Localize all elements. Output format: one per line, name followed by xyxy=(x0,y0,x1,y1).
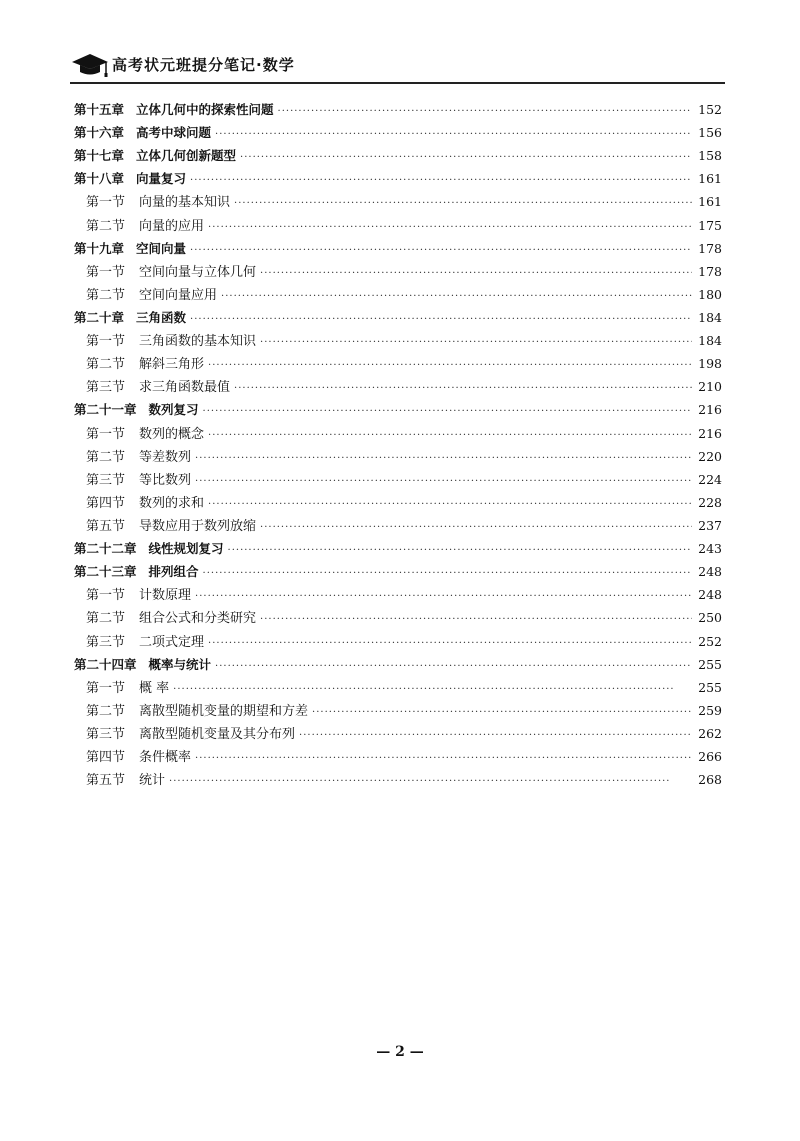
toc-entry-title: 向量的应用 xyxy=(139,218,205,234)
toc-section-row[interactable] xyxy=(74,468,722,491)
dot-leader xyxy=(240,146,692,169)
dot-leader xyxy=(195,585,692,608)
toc-section-row[interactable] xyxy=(74,375,722,398)
dot-leader xyxy=(195,470,692,493)
toc-entry-label: 第二十一章 xyxy=(74,402,137,418)
toc-entry-page: 248 xyxy=(698,564,722,580)
toc-entry-title: 向量的基本知识 xyxy=(139,195,231,211)
toc-entry-title: 二项式定理 xyxy=(139,634,205,650)
toc-entry-title: 计数原理 xyxy=(139,588,192,604)
toc-section-row[interactable] xyxy=(74,699,722,722)
toc-entry-page: 216 xyxy=(698,425,722,441)
toc-entry-label: 第三节 xyxy=(86,634,126,650)
toc-section-row[interactable] xyxy=(74,583,722,606)
dot-leader xyxy=(260,331,692,354)
dot-leader xyxy=(190,308,692,331)
toc-entry-title: 向量复习 xyxy=(136,171,187,187)
book-title: 高考状元班提分笔记·数学 xyxy=(112,56,295,74)
toc-entry-title: 离散型随机变量及其分布列 xyxy=(139,726,296,742)
dot-leader xyxy=(195,747,692,770)
toc-section-row[interactable] xyxy=(74,329,722,352)
table-of-contents xyxy=(74,98,722,791)
toc-chapter-row[interactable] xyxy=(74,537,722,560)
toc-entry-page: 220 xyxy=(698,448,722,464)
toc-section-row[interactable] xyxy=(74,491,722,514)
dot-leader xyxy=(173,678,692,701)
toc-section-row[interactable] xyxy=(74,283,722,306)
toc-section-row[interactable] xyxy=(74,745,722,768)
toc-entry-page: 198 xyxy=(698,356,722,372)
page-header xyxy=(70,44,725,84)
toc-entry-label: 第四节 xyxy=(86,750,126,766)
toc-chapter-row[interactable] xyxy=(74,237,722,260)
toc-entry-label: 第一节 xyxy=(86,264,126,280)
toc-section-row[interactable] xyxy=(74,722,722,745)
toc-entry-label: 第十九章 xyxy=(74,240,125,256)
toc-entry-page: 156 xyxy=(698,125,722,141)
toc-entry-label: 第一节 xyxy=(86,334,126,350)
toc-section-row[interactable] xyxy=(74,676,722,699)
dot-leader xyxy=(190,169,692,192)
toc-entry-title: 空间向量应用 xyxy=(139,287,218,303)
toc-entry-page: 255 xyxy=(698,679,722,695)
dot-leader xyxy=(208,493,692,516)
toc-entry-page: 161 xyxy=(698,171,722,187)
toc-entry-label: 第三节 xyxy=(86,472,126,488)
toc-entry-page: 180 xyxy=(698,286,722,302)
toc-section-row[interactable] xyxy=(74,768,722,791)
toc-entry-page: 243 xyxy=(698,541,722,557)
toc-entry-title: 数列复习 xyxy=(148,402,199,418)
toc-entry-page: 248 xyxy=(698,587,722,603)
dot-leader xyxy=(228,539,692,562)
toc-entry-title: 等比数列 xyxy=(139,472,192,488)
toc-entry-title: 数列的概念 xyxy=(139,426,205,442)
dot-leader xyxy=(234,377,692,400)
toc-section-row[interactable] xyxy=(74,606,722,629)
dot-leader xyxy=(260,516,692,539)
dot-leader xyxy=(215,123,692,146)
toc-section-row[interactable] xyxy=(74,422,722,445)
toc-section-row[interactable] xyxy=(74,214,722,237)
toc-section-row[interactable] xyxy=(74,190,722,213)
toc-entry-label: 第五节 xyxy=(86,773,126,789)
dot-leader xyxy=(203,400,692,423)
toc-entry-label: 第二节 xyxy=(86,611,126,627)
toc-entry-page: 216 xyxy=(698,402,722,418)
toc-entry-page: 266 xyxy=(698,749,722,765)
toc-entry-page: 210 xyxy=(698,379,722,395)
toc-entry-label: 第三节 xyxy=(86,726,126,742)
toc-entry-label: 第十八章 xyxy=(74,171,125,187)
toc-entry-title: 统计 xyxy=(139,773,166,789)
toc-entry-page: 255 xyxy=(698,656,722,672)
toc-entry-page: 250 xyxy=(698,610,722,626)
toc-section-row[interactable] xyxy=(74,514,722,537)
dot-leader xyxy=(215,655,692,678)
toc-entry-label: 第十七章 xyxy=(74,148,125,164)
toc-entry-page: 268 xyxy=(698,772,722,788)
toc-entry-label: 第五节 xyxy=(86,518,126,534)
dot-leader xyxy=(260,608,692,631)
toc-chapter-row[interactable] xyxy=(74,167,722,190)
toc-entry-title: 空间向量 xyxy=(136,240,187,256)
toc-entry-title: 等差数列 xyxy=(139,449,192,465)
toc-entry-label: 第十六章 xyxy=(74,125,125,141)
toc-entry-title: 排列组合 xyxy=(148,564,199,580)
dot-leader xyxy=(278,100,692,123)
toc-entry-page: 158 xyxy=(698,148,722,164)
toc-entry-page: 237 xyxy=(698,517,722,533)
toc-entry-page: 262 xyxy=(698,725,722,741)
toc-entry-title: 概率与统计 xyxy=(148,656,212,672)
toc-entry-title: 立体几何创新题型 xyxy=(136,148,237,164)
toc-entry-page: 161 xyxy=(698,194,722,210)
dot-leader xyxy=(221,285,692,308)
toc-entry-title: 空间向量与立体几何 xyxy=(139,264,257,280)
toc-entry-label: 第二节 xyxy=(86,703,126,719)
toc-entry-label: 第二十章 xyxy=(74,309,125,325)
dot-leader xyxy=(299,724,692,747)
toc-entry-title: 条件概率 xyxy=(139,750,192,766)
toc-entry-label: 第三节 xyxy=(86,380,126,396)
toc-entry-label: 第一节 xyxy=(86,680,126,696)
toc-entry-page: 252 xyxy=(698,633,722,649)
toc-chapter-row[interactable] xyxy=(74,398,722,421)
toc-section-row[interactable] xyxy=(74,260,722,283)
toc-entry-label: 第二节 xyxy=(86,287,126,303)
toc-entry-label: 第二十二章 xyxy=(74,541,137,557)
toc-entry-page: 178 xyxy=(698,240,722,256)
dot-leader xyxy=(190,239,692,262)
toc-entry-label: 第四节 xyxy=(86,495,126,511)
toc-chapter-row[interactable] xyxy=(74,306,722,329)
dot-leader xyxy=(195,447,692,470)
toc-entry-page: 228 xyxy=(698,494,722,510)
dot-leader xyxy=(203,562,692,585)
toc-entry-page: 175 xyxy=(698,217,722,233)
toc-entry-page: 184 xyxy=(698,333,722,349)
toc-entry-title: 三角函数 xyxy=(136,309,187,325)
dot-leader xyxy=(208,354,692,377)
toc-entry-label: 第一节 xyxy=(86,588,126,604)
dot-leader xyxy=(208,632,692,655)
page-number: — 2 — xyxy=(376,1044,424,1060)
toc-entry-label: 第二十三章 xyxy=(74,564,137,580)
toc-entry-title: 导数应用于数列放缩 xyxy=(139,518,257,534)
toc-chapter-row[interactable] xyxy=(74,121,722,144)
dot-leader xyxy=(312,701,692,724)
toc-chapter-row[interactable] xyxy=(74,560,722,583)
toc-entry-title: 立体几何中的探索性问题 xyxy=(136,102,274,117)
toc-entry-title: 数列的求和 xyxy=(139,495,205,511)
graduation-cap-icon xyxy=(70,48,112,78)
toc-entry-page: 224 xyxy=(698,471,722,487)
toc-entry-label: 第二十四章 xyxy=(74,656,137,672)
dot-leader xyxy=(169,770,692,793)
toc-section-row[interactable] xyxy=(74,352,722,375)
toc-entry-label: 第十五章 xyxy=(74,102,125,117)
toc-entry-page: 259 xyxy=(698,702,722,718)
toc-chapter-row[interactable] xyxy=(74,98,722,121)
toc-entry-title: 解斜三角形 xyxy=(139,357,205,373)
dot-leader xyxy=(260,262,692,285)
toc-entry-title: 高考中球问题 xyxy=(136,125,212,141)
toc-entry-page: 178 xyxy=(698,263,722,279)
header-divider xyxy=(70,82,725,84)
toc-entry-label: 第二节 xyxy=(86,449,126,465)
toc-entry-label: 第二节 xyxy=(86,357,126,373)
toc-entry-label: 第一节 xyxy=(86,195,126,211)
dot-leader xyxy=(234,192,692,215)
toc-entry-label: 第二节 xyxy=(86,218,126,234)
toc-entry-title: 三角函数的基本知识 xyxy=(139,334,257,350)
toc-entry-title: 组合公式和分类研究 xyxy=(139,611,257,627)
toc-chapter-row[interactable] xyxy=(74,144,722,167)
toc-entry-title: 求三角函数最值 xyxy=(139,380,231,396)
toc-entry-title: 线性规划复习 xyxy=(148,541,224,557)
dot-leader xyxy=(208,216,692,239)
toc-section-row[interactable] xyxy=(74,445,722,468)
toc-entry-page: 184 xyxy=(698,309,722,325)
toc-entry-title: 概 率 xyxy=(139,680,170,696)
toc-entry-title: 离散型随机变量的期望和方差 xyxy=(139,703,309,719)
toc-entry-label: 第一节 xyxy=(86,426,126,442)
toc-chapter-row[interactable] xyxy=(74,653,722,676)
toc-section-row[interactable] xyxy=(74,630,722,653)
dot-leader xyxy=(208,424,692,447)
toc-entry-page: 152 xyxy=(698,102,722,117)
